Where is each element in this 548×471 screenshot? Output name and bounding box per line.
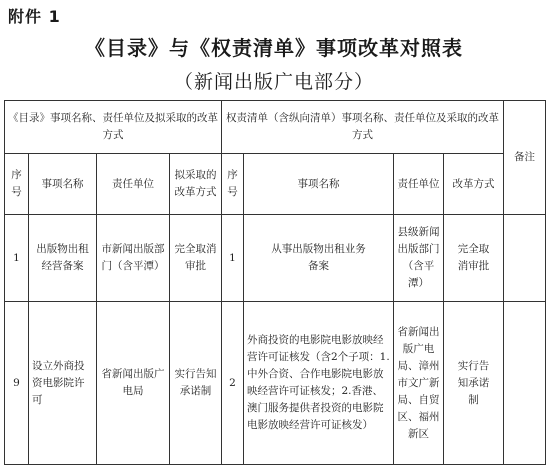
cell-method-left: 完全取消审批 <box>170 215 222 302</box>
remark-header: 备注 <box>504 101 546 215</box>
cell-method-right: 实行告知承诺制 <box>444 302 504 465</box>
col-header-seq-right: 序号 <box>222 154 244 215</box>
cell-name-left: 出版物出租经营备案 <box>29 215 97 302</box>
cell-remark <box>504 302 546 465</box>
cell-name-left: 设立外商投资电影院许可 <box>29 302 97 465</box>
cell-unit-right: 县级新闻出版部门（含平潭） <box>394 215 444 302</box>
col-header-method-left: 拟采取的改革方式 <box>170 154 222 215</box>
col-header-unit-right: 责任单位 <box>394 154 444 215</box>
table-row <box>5 302 546 465</box>
group-header-catalog: 《目录》事项名称、责任单位及拟采取的改革方式 <box>5 101 222 154</box>
table-column-header-row <box>5 154 546 215</box>
table-row <box>5 215 546 302</box>
cell-unit-left: 省新闻出版广电局 <box>97 302 170 465</box>
col-header-seq-left: 序号 <box>5 154 29 215</box>
col-header-name-left: 事项名称 <box>29 154 97 215</box>
group-header-power-list: 权责清单（含纵向清单）事项名称、责任单位及采取的改革方式 <box>222 101 504 154</box>
cell-unit-right: 省新闻出版广电局、漳州市文广新局、自贸区、福州新区 <box>394 302 444 465</box>
col-header-method-right: 改革方式 <box>444 154 504 215</box>
cell-unit-left: 市新闻出版部门（含平潭） <box>97 215 170 302</box>
comparison-table <box>4 100 546 465</box>
col-header-unit-left: 责任单位 <box>97 154 170 215</box>
cell-name-right: 外商投资的电影院电影放映经营许可证核发（含2个子项：1.中外合资、合作电影院电影放映经营许可证核发；2.香港、澳门服务提供者投资的电影院电影放映经营许可证核发） <box>244 302 394 465</box>
document-title: 《目录》与《权责清单》事项改革对照表 <box>85 36 463 60</box>
cell-seq-left: 9 <box>5 302 29 465</box>
cell-seq-right: 2 <box>222 302 244 465</box>
attachment-label: 附件 1 <box>8 7 61 26</box>
cell-name-right: 从事出版物出租业务备案 <box>244 215 394 302</box>
cell-method-right: 完全取消审批 <box>444 215 504 302</box>
cell-seq-right: 1 <box>222 215 244 302</box>
document-subtitle: （新闻出版广电部分） <box>173 71 374 93</box>
cell-seq-left: 1 <box>5 215 29 302</box>
cell-remark <box>504 215 546 302</box>
table-group-header-row <box>5 101 546 154</box>
col-header-name-right: 事项名称 <box>244 154 394 215</box>
cell-method-left: 实行告知承诺制 <box>170 302 222 465</box>
